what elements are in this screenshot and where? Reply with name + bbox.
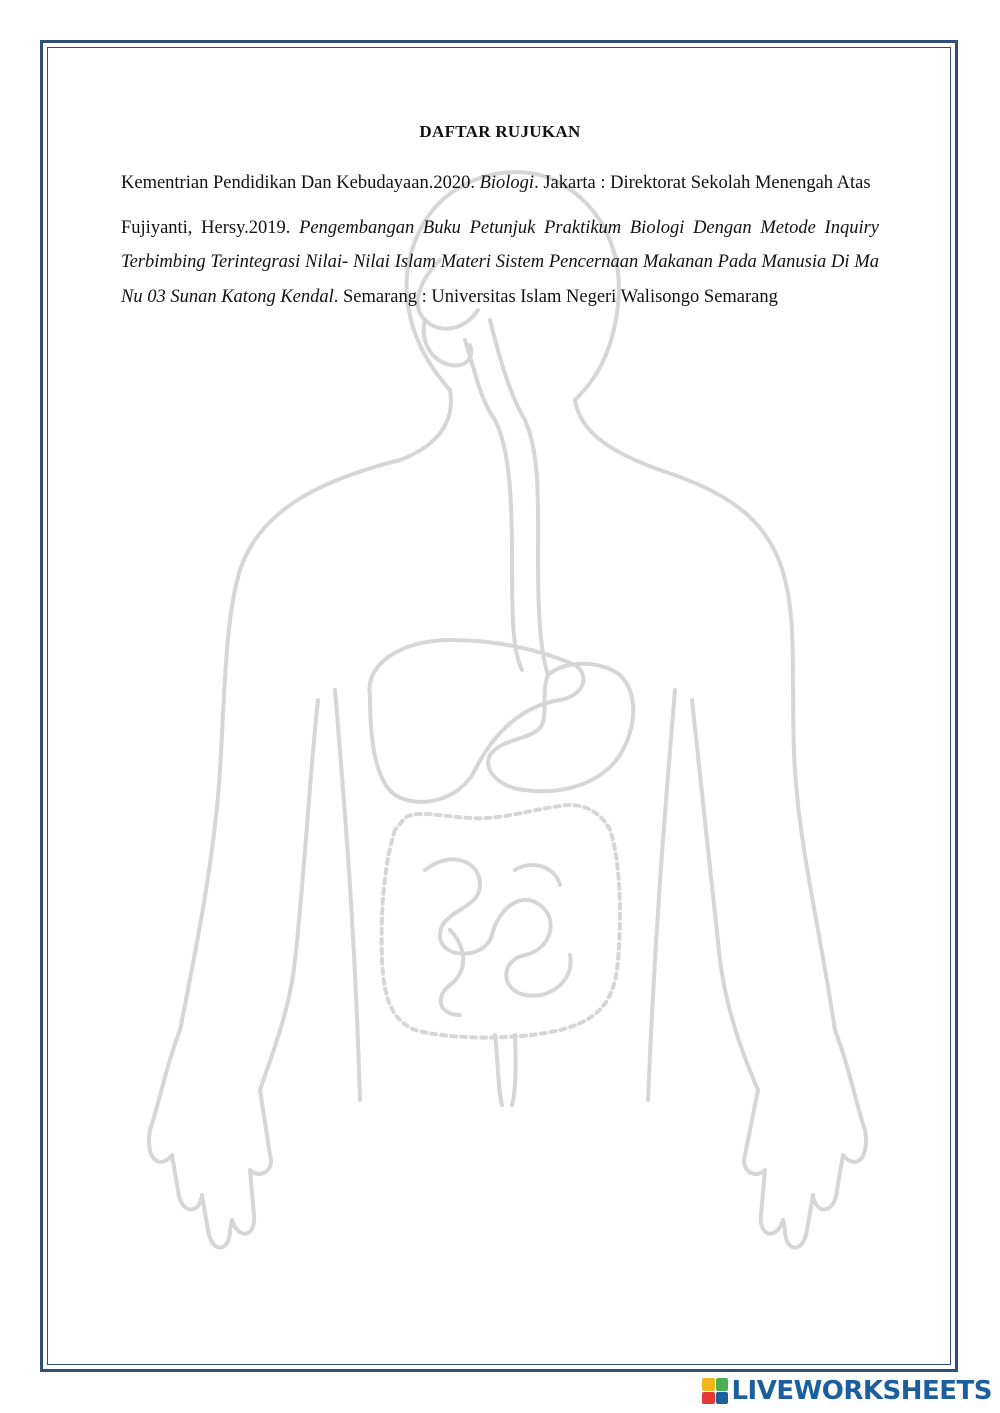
liveworksheets-logo-icon [702,1378,728,1404]
digestive-system-illustration [120,170,880,1290]
liveworksheets-brand[interactable] [702,1375,992,1407]
liver [370,640,584,802]
reference-publisher: . Jakarta : Direktorat Sekolah Menengah Atas [534,173,871,193]
logo-square-4 [716,1392,729,1405]
stomach [488,664,633,791]
logo-square-1 [702,1378,715,1391]
large-intestine [382,805,620,1038]
left-hand [149,1030,271,1248]
right-arm-inner [692,700,758,1090]
reference-author-year: Fujiyanti, Hersy.2019. [121,217,300,238]
reference-title: Biologi [479,173,535,193]
torso-outline [180,460,400,1030]
rectum [495,1035,502,1105]
right-hand [744,1030,866,1248]
reference-list [121,166,879,324]
neck-outline [400,390,451,460]
reference-title: Pengembangan Buku Petunjuk Praktikum Biologi Dengan Metode Inquiry Terbimbing Terintegrasi Nilai- Nilai Islam Materi Sistem Pencernaan Makanan Pada Manusia Di Ma Nu 03 Sunan Katong Kendal [121,217,880,307]
liveworksheets-wordmark: LIVEWORKSHEETS [731,1376,992,1406]
reference-item [121,211,879,315]
left-arm-inner [260,700,318,1090]
small-intestine [425,859,571,995]
reference-item [121,166,879,201]
logo-square-3 [702,1392,715,1405]
reference-publisher: . Semarang : Universitas Islam Negeri Walisongo Semarang [333,286,778,307]
page-title: DAFTAR RUJUKAN [419,122,581,141]
esophagus [465,340,522,670]
reference-author-year: Kementrian Pendidikan Dan Kebudayaan.2020. [121,173,480,193]
logo-square-2 [716,1378,729,1391]
